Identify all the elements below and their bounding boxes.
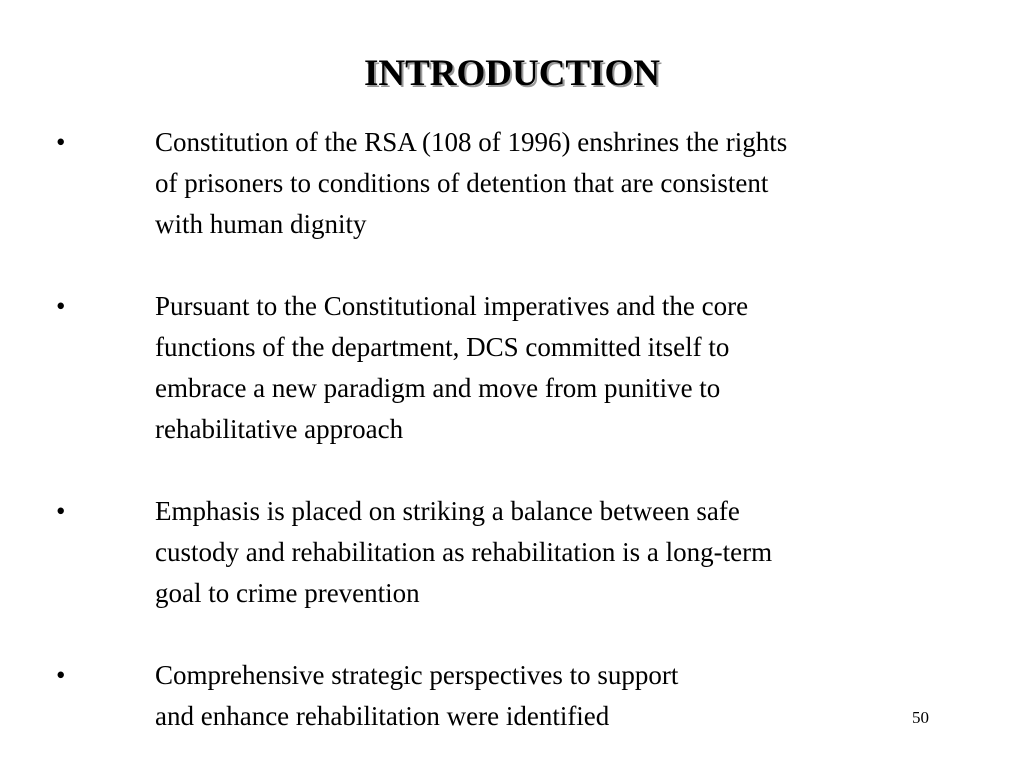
page-number: 50 — [912, 708, 929, 727]
bullet-text — [155, 655, 965, 737]
bullet-item-paradigm — [0, 286, 1024, 450]
bullet-marker: • — [56, 291, 66, 321]
bullet-line: goal to crime prevention — [155, 578, 420, 608]
bullet-line: embrace a new paradigm and move from punitive to — [155, 373, 721, 403]
bullet-line: functions of the department, DCS committed itself to — [155, 332, 730, 362]
bullet-line: custody and rehabilitation as rehabilitation is a long-term — [155, 537, 773, 567]
bullet-line: Emphasis is placed on striking a balance between safe — [155, 496, 740, 526]
bullet-item-constitution — [0, 122, 1024, 245]
bullet-line: of prisoners to conditions of detention that are consistent — [155, 168, 769, 198]
bullet-item-strategic-perspectives — [0, 655, 1024, 737]
slide-title: INTRODUCTION — [363, 53, 661, 94]
bullet-text — [155, 491, 965, 614]
bullet-text — [155, 286, 965, 450]
bullet-marker: • — [56, 660, 66, 690]
bullet-line: Pursuant to the Constitutional imperatives and the core — [155, 291, 749, 321]
bullet-line: and enhance rehabilitation were identified — [155, 701, 610, 731]
bullet-marker: • — [56, 127, 66, 157]
bullet-line: rehabilitative approach — [155, 414, 404, 444]
bullet-list — [0, 122, 1024, 778]
bullet-text — [155, 122, 965, 245]
bullet-item-balance — [0, 491, 1024, 614]
bullet-line: Comprehensive strategic perspectives to support — [155, 660, 679, 690]
bullet-line: Constitution of the RSA (108 of 1996) enshrines the rights — [155, 127, 788, 157]
bullet-line: with human dignity — [155, 209, 367, 239]
bullet-marker: • — [56, 496, 66, 526]
